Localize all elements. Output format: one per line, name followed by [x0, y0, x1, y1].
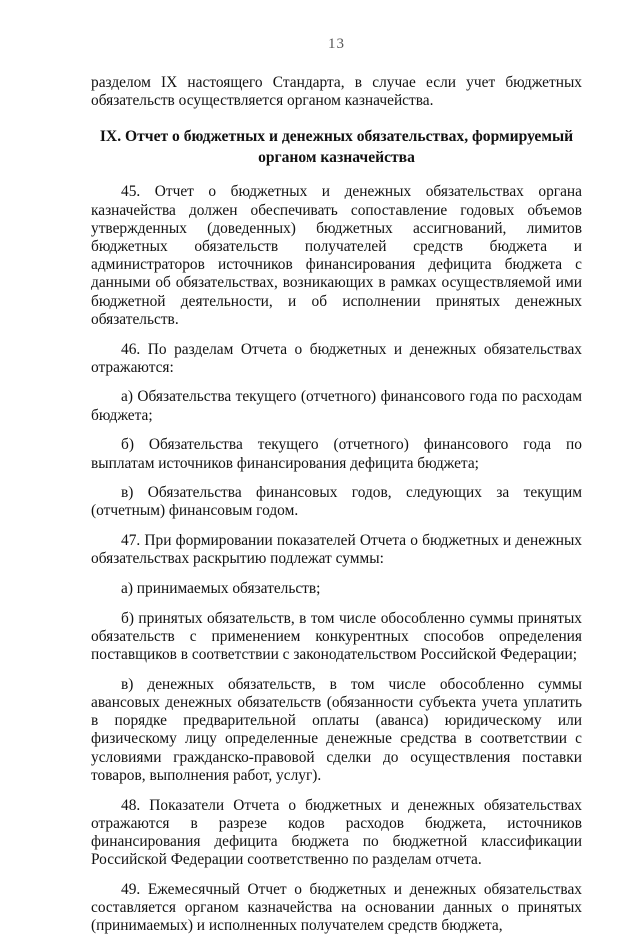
item-46-v: в) Обязательства финансовых годов, следующих за текущим (отчетным) финансовым годом.	[91, 484, 582, 520]
section-heading: IX. Отчет о бюджетных и денежных обязательствах, формируемый органом казначейства	[99, 128, 574, 167]
paragraph-47: 47. При формировании показателей Отчета о бюджетных и денежных обязательствах раскрытию подлежат суммы:	[91, 532, 582, 568]
item-47-b: б) принятых обязательств, в том числе обособленно суммы принятых обязательств с применением конкурентных способов определения поставщиков в соответствии с законодательством Российской Федерации;	[91, 609, 582, 664]
paragraph-45: 45. Отчет о бюджетных и денежных обязательствах органа казначейства должен обеспечивать сопоставление годовых объемов утвержденных (доведенных) бюджетных ассигнований, лимитов бюджетных обязательств получателей средств бюджета и администраторов источников финансирования дефицита бюджета с данными об обязательствах, возникающих в рамках осуществляемой ими бюджетной деятельности, и об исполнении принятых денежных обязательств.	[91, 183, 582, 328]
item-47-v: в) денежных обязательств, в том числе обособленно суммы авансовых денежных обязательств (обязанности субъекта учета уплатить в порядке предварительной оплаты (аванса) юридическому или физическому лицу определенные денежные средства в соответствии с условиями гражданско-правовой сделки до осуществления поставки товаров, выполнения работ, услуг).	[91, 675, 582, 784]
paragraph-46: 46. По разделам Отчета о бюджетных и денежных обязательствах отражаются:	[91, 340, 582, 376]
item-46-b: б) Обязательства текущего (отчетного) финансового года по выплатам источников финансирования дефицита бюджета;	[91, 436, 582, 472]
page-number: 13	[328, 36, 345, 52]
item-46-a: а) Обязательства текущего (отчетного) финансового года по расходам бюджета;	[91, 388, 582, 424]
continuation-paragraph: разделом IX настоящего Стандарта, в случае если учет бюджетных обязательств осуществляется органом казначейства.	[91, 74, 582, 110]
paragraph-49: 49. Ежемесячный Отчет о бюджетных и денежных обязательствах составляется органом казначейства на основании данных о принятых (принимаемых) и исполненных получателем средств бюджета,	[91, 880, 582, 935]
item-47-a: а) принимаемых обязательств;	[121, 580, 321, 598]
paragraph-48: 48. Показатели Отчета о бюджетных и денежных обязательствах отражаются в разрезе кодов расходов бюджета, источников финансирования дефицита бюджета по бюджетной классификации Российской Федерации соответственно по разделам отчета.	[91, 796, 582, 869]
